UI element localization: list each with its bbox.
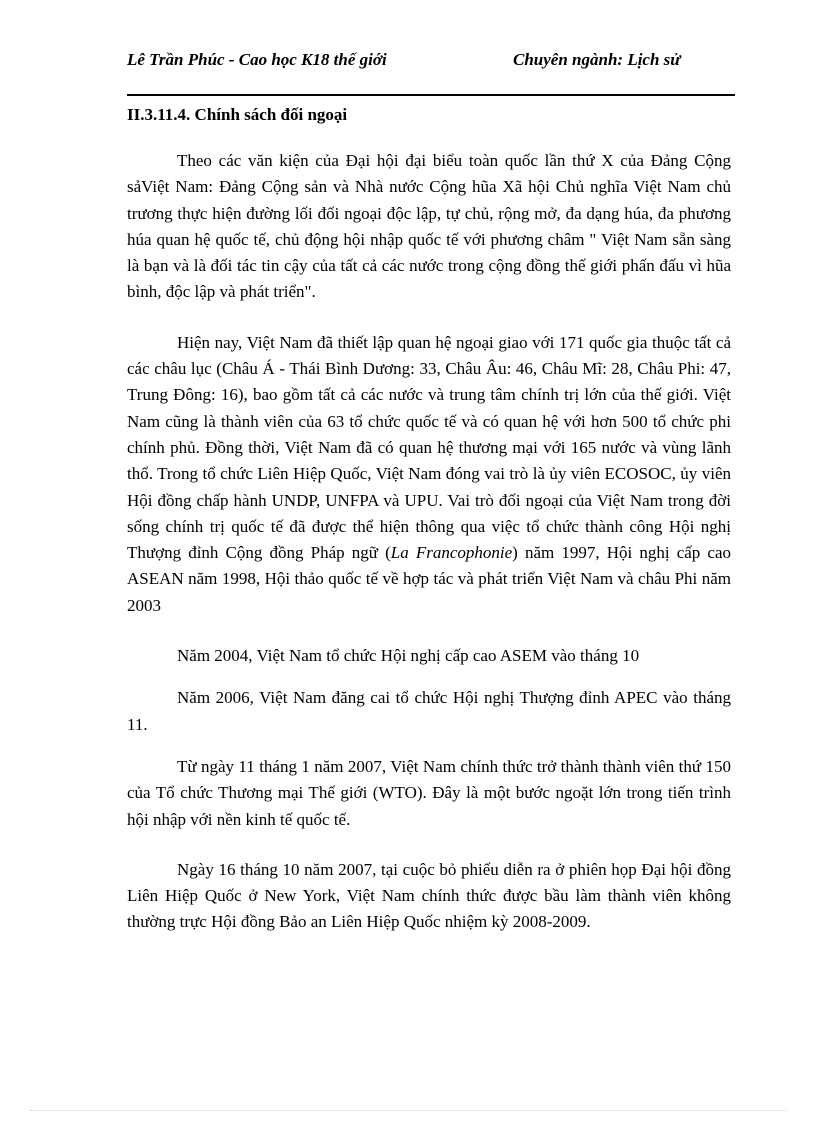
paragraph-text: Hiện nay, Việt Nam đã thiết lập quan hệ ngoại giao với 171 quốc gia thuộc tất cả các châu lục (Châu Á - Thái Bình Dương: 33, Châu Âu: 46, Châu Mĩ: 28, Châu Phi: 47, Trung Đông: 16), bao gồm tất cả các nước và trung tâm chính trị lớn của thế giới. Việt Nam cũng là thành viên của 63 tổ chức quốc tế và có quan hệ với hơn 500 tổ chức phi chính phủ. Đồng thời, Việt Nam đã có quan hệ thương mại với 165 nước và vùng lãnh thổ. Trong tổ chức Liên Hiệp Quốc, Việt Nam đóng vai trò là ủy viên ECOSOC, ủy viên Hội đồng chấp hành UNDP, UNFPA và UPU. Vai trò đối ngoại của Việt Nam trong đời sống chính trị quốc tế đã được thể hiện thông qua việc tổ chức thành công Hội nghị Thượng đỉnh Cộng đồng Pháp ngữ ( [127, 332, 731, 563]
paragraph-wto-2007: Từ ngày 11 tháng 1 năm 2007, Việt Nam chính thức trở thành thành viên thứ 150 của Tổ chức Thương mại Thế giới (WTO). Đây là một bước ngoặt lớn trong tiến trình hội nhập với nền kinh tế quốc tế. [127, 756, 731, 829]
paragraph-un-security-council: Ngày 16 tháng 10 năm 2007, tại cuộc bỏ phiếu diễn ra ở phiên họp Đại hội đồng Liên Hiệp Quốc ở New York, Việt Nam chính thức được bầu làm thành viên không thường trực Hội đồng Bảo an Liên Hiệp Quốc nhiệm kỳ 2008-2009. [127, 859, 731, 932]
header-rule [127, 94, 735, 96]
italic-term: La Francophonie [390, 543, 513, 563]
document-body [127, 148, 731, 952]
paragraph-diplomatic-relations [127, 330, 731, 619]
paragraph-asem-2004: Năm 2004, Việt Nam tổ chức Hội nghị cấp cao ASEM vào tháng 10 [177, 646, 640, 666]
paragraph-text: ) năm 1997, Hội nghị cấp cao ASEAN năm 1998, Hội thảo quốc tế về hợp tác và phát triển Việt Nam và châu Phi năm 2003 [127, 543, 731, 615]
paragraph-foreign-policy: Theo các văn kiện của Đại hội đại biểu toàn quốc lần thứ X của Đảng Cộng sảViệt Nam: Đảng Cộng sản và Nhà nước Cộng hũa Xã hội Chủ nghĩa Việt Nam chủ trương thực hiện đường lối đối ngoại độc lập, tự chủ, rộng mở, đa dạng húa, đa phương húa quan hệ quốc tế, chủ động hội nhập quốc tế với phương châm " Việt Nam sẵn sàng là bạn và là đối tác tin cậy của tất cả các nước trong cộng đồng thế giới phấn đấu vì hũa bình, độc lập và phát triển". [127, 151, 731, 302]
paragraph-apec-2006: Năm 2006, Việt Nam đăng cai tổ chức Hội nghị Thượng đỉnh APEC vào tháng 11. [127, 688, 731, 734]
page-bottom-border [30, 1110, 786, 1111]
header-author: Lê Trần Phúc - Cao học K18 thế giới [127, 50, 387, 69]
section-title: II.3.11.4. Chính sách đối ngoại [127, 105, 348, 124]
header-major: Chuyên ngành: Lịch sử [513, 50, 681, 69]
